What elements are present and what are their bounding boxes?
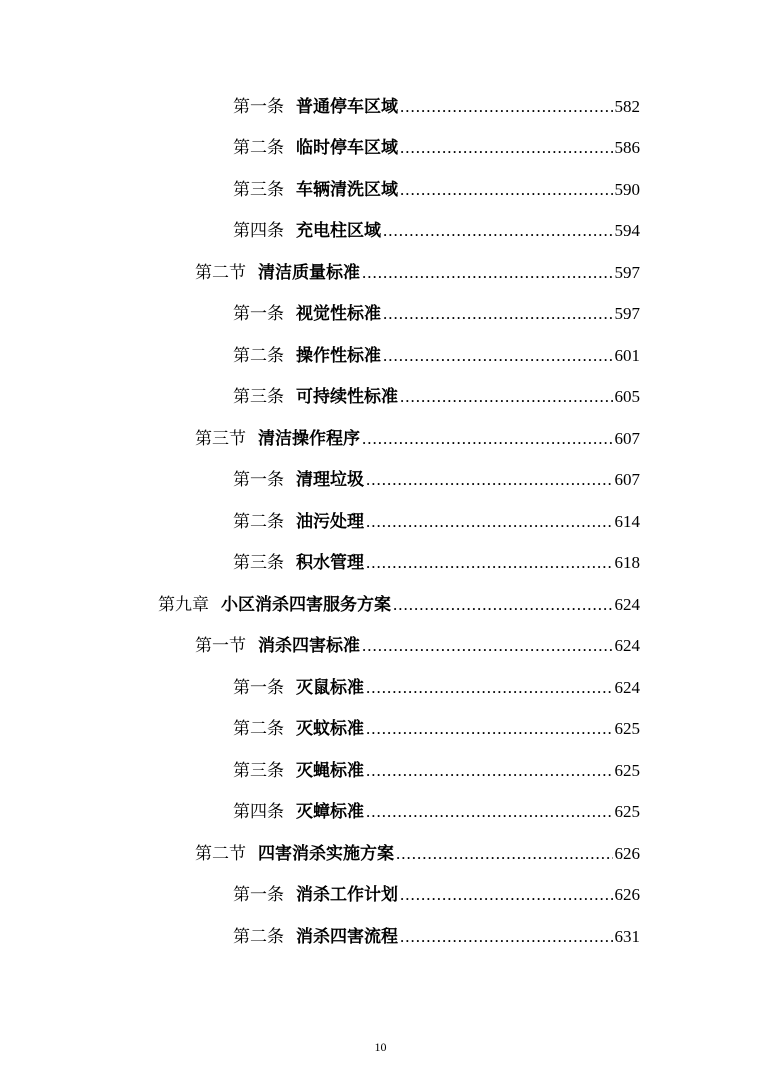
toc-entry-number: 第二条 <box>233 926 284 947</box>
toc-entry-title: 操作性标准 <box>296 345 381 366</box>
toc-entry-page: 605 <box>614 387 640 407</box>
toc-entry[interactable] <box>0 792 761 834</box>
toc-entry[interactable] <box>0 501 761 543</box>
toc-entry[interactable] <box>0 211 761 253</box>
toc-entry[interactable] <box>0 916 761 958</box>
toc-entry-title: 灭蚊标准 <box>296 719 364 740</box>
toc-leader-dots <box>383 344 613 368</box>
toc-entry-number: 第二条 <box>233 719 284 740</box>
toc-entry-page: 625 <box>614 802 640 822</box>
toc-entry[interactable] <box>0 128 761 170</box>
toc-entry-title: 四害消杀实施方案 <box>258 843 394 864</box>
toc-entry-number: 第三条 <box>233 387 284 408</box>
toc-entry[interactable] <box>0 833 761 875</box>
toc-leader-dots <box>366 676 613 700</box>
toc-entry-title: 灭蟑标准 <box>296 802 364 823</box>
toc-entry-page: 597 <box>614 262 640 282</box>
toc-entry-page: 625 <box>614 719 640 739</box>
toc-entry-number: 第二条 <box>233 345 284 366</box>
toc-leader-dots <box>383 219 613 243</box>
toc-leader-dots <box>396 842 613 866</box>
toc-entry[interactable] <box>0 335 761 377</box>
toc-entry-page: 607 <box>614 470 640 490</box>
toc-entry-number: 第二节 <box>195 843 246 864</box>
toc-entry-number: 第一条 <box>233 677 284 698</box>
toc-entry-page: 624 <box>614 677 640 697</box>
toc-entry-number: 第一条 <box>233 304 284 325</box>
toc-leader-dots <box>366 800 613 824</box>
toc-entry-page: 582 <box>614 96 640 116</box>
toc-entry-number: 第三节 <box>195 428 246 449</box>
toc-entry-page: 586 <box>614 138 640 158</box>
toc-entry-page: 624 <box>614 636 640 656</box>
toc-entry[interactable] <box>0 875 761 917</box>
toc-entry-page: 624 <box>614 594 640 614</box>
toc-entry[interactable] <box>0 169 761 211</box>
toc-entry-page: 631 <box>614 926 640 946</box>
toc-entry-number: 第二节 <box>195 262 246 283</box>
toc-entry-page: 594 <box>614 221 640 241</box>
toc-entry-title: 普通停车区域 <box>296 96 398 117</box>
toc-entry[interactable] <box>0 460 761 502</box>
toc-entry-number: 第一条 <box>233 470 284 491</box>
toc-entry-title: 积水管理 <box>296 553 364 574</box>
toc-entry-page: 618 <box>614 553 640 573</box>
toc-entry-page: 597 <box>614 304 640 324</box>
toc-leader-dots <box>400 883 613 907</box>
toc-entry-title: 充电柱区域 <box>296 221 381 242</box>
toc-entry-page: 607 <box>614 428 640 448</box>
toc-entry-number: 第一条 <box>233 885 284 906</box>
toc-leader-dots <box>400 136 613 160</box>
toc-entry-title: 视觉性标准 <box>296 304 381 325</box>
table-of-contents <box>0 86 761 958</box>
toc-entry[interactable] <box>0 252 761 294</box>
toc-leader-dots <box>400 385 613 409</box>
toc-entry[interactable] <box>0 377 761 419</box>
toc-entry-number: 第三条 <box>233 553 284 574</box>
toc-leader-dots <box>366 717 613 741</box>
toc-entry[interactable] <box>0 86 761 128</box>
toc-entry-number: 第二条 <box>233 138 284 159</box>
page-number-footer: 10 <box>374 1040 387 1054</box>
toc-entry[interactable] <box>0 750 761 792</box>
toc-entry[interactable] <box>0 418 761 460</box>
toc-entry-title: 灭蝇标准 <box>296 760 364 781</box>
toc-entry[interactable] <box>0 294 761 336</box>
toc-entry-number: 第二条 <box>233 511 284 532</box>
toc-entry-title: 临时停车区域 <box>296 138 398 159</box>
toc-entry-page: 626 <box>614 843 640 863</box>
toc-entry-number: 第三条 <box>233 760 284 781</box>
toc-entry[interactable] <box>0 709 761 751</box>
toc-leader-dots <box>362 261 613 285</box>
toc-entry-title: 灭鼠标准 <box>296 677 364 698</box>
toc-entry-title: 清理垃圾 <box>296 470 364 491</box>
toc-entry-title: 消杀四害标准 <box>258 636 360 657</box>
toc-entry-number: 第三条 <box>233 179 284 200</box>
toc-entry-number: 第一节 <box>195 636 246 657</box>
toc-leader-dots <box>366 468 613 492</box>
toc-leader-dots <box>366 510 613 534</box>
toc-entry-title: 清洁操作程序 <box>258 428 360 449</box>
toc-entry-title: 消杀四害流程 <box>296 926 398 947</box>
toc-entry-page: 625 <box>614 760 640 780</box>
toc-leader-dots <box>383 302 613 326</box>
toc-leader-dots <box>362 634 613 658</box>
toc-entry[interactable] <box>0 626 761 668</box>
toc-leader-dots <box>400 178 613 202</box>
toc-entry-title: 清洁质量标准 <box>258 262 360 283</box>
toc-entry[interactable] <box>0 667 761 709</box>
toc-leader-dots <box>366 759 613 783</box>
toc-entry-title: 油污处理 <box>296 511 364 532</box>
toc-entry-title: 车辆清洗区域 <box>296 179 398 200</box>
toc-leader-dots <box>366 551 613 575</box>
toc-entry-title: 可持续性标准 <box>296 387 398 408</box>
toc-entry[interactable] <box>0 543 761 585</box>
toc-entry-number: 第一条 <box>233 96 284 117</box>
toc-entry-title: 消杀工作计划 <box>296 885 398 906</box>
toc-entry-page: 601 <box>614 345 640 365</box>
toc-entry-number: 第四条 <box>233 221 284 242</box>
toc-leader-dots <box>393 593 613 617</box>
toc-entry-page: 626 <box>614 885 640 905</box>
toc-leader-dots <box>400 925 613 949</box>
toc-leader-dots <box>400 95 613 119</box>
toc-entry-page: 590 <box>614 179 640 199</box>
toc-entry-number: 第四条 <box>233 802 284 823</box>
toc-entry-title: 小区消杀四害服务方案 <box>221 594 391 615</box>
toc-entry-number: 第九章 <box>158 594 209 615</box>
toc-entry[interactable] <box>0 584 761 626</box>
toc-leader-dots <box>362 427 613 451</box>
toc-entry-page: 614 <box>614 511 640 531</box>
